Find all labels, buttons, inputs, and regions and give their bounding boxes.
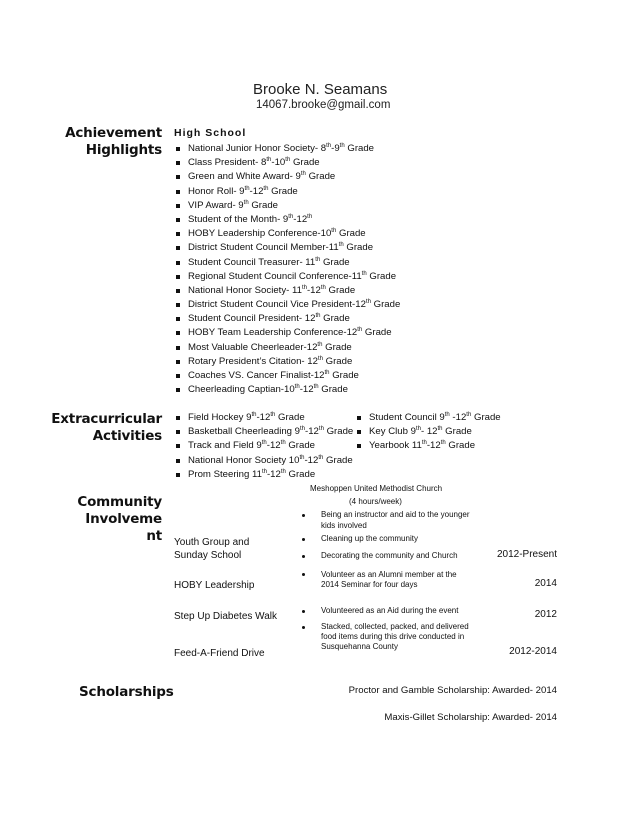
youth-bullet-1: Being an instructor and aid to the younger xyxy=(321,510,470,519)
diabetes-walk-label: Step Up Diabetes Walk xyxy=(174,611,278,622)
bullet-dot-icon xyxy=(302,573,305,576)
extracurricular-left-item: Field Hockey 9th-12th Grade xyxy=(174,411,353,425)
community-section-title: Community Involveme nt xyxy=(77,494,162,544)
scholarship-1: Proctor and Gamble Scholarship: Awarded- 2014 xyxy=(348,685,557,696)
achievement-item: District Student Council Member-11th Grade xyxy=(174,241,400,255)
feed-a-friend-label: Feed-A-Friend Drive xyxy=(174,648,265,659)
feed-date: 2012-2014 xyxy=(509,646,557,657)
high-school-subtitle: High School xyxy=(174,127,247,139)
extracurricular-left-list xyxy=(174,411,353,482)
achievement-item: Green and White Award- 9th Grade xyxy=(174,170,400,184)
achievement-item: Rotary President’s Citation- 12th Grade xyxy=(174,355,400,369)
feed-bullet: Stacked, collected, packed, and delivered food items during this drive conducted in Susquehanna County xyxy=(321,622,469,651)
bullet-dot-icon xyxy=(302,514,305,517)
achievement-item: Cheerleading Captian-10th-12th Grade xyxy=(174,383,400,397)
extracurricular-right-item: Key Club 9th- 12th Grade xyxy=(355,425,501,439)
extracurricular-right-item: Student Council 9th -12th Grade xyxy=(355,411,501,425)
youth-date: 2012-Present xyxy=(496,549,557,560)
achievement-item: Student Council President- 12th Grade xyxy=(174,312,400,326)
achievement-item: Class President- 8th-10th Grade xyxy=(174,156,400,170)
achievement-item: National Honor Society- 11th-12th Grade xyxy=(174,284,400,298)
bullet-dot-icon xyxy=(302,538,305,541)
hoby-label: HOBY Leadership xyxy=(174,580,255,591)
achievement-item: Regional Student Council Conference-11th Grade xyxy=(174,270,400,284)
youth-group-label: Youth Group and Sunday School xyxy=(174,537,250,561)
achievement-item: VIP Award- 9th Grade xyxy=(174,199,400,213)
achievement-list xyxy=(174,142,400,397)
achievement-item: District Student Council Vice President-12th Grade xyxy=(174,298,400,312)
extracurricular-left-item: Basketball Cheerleading 9th-12th Grade xyxy=(174,425,353,439)
achievement-item: HOBY Team Leadership Conference-12th Grade xyxy=(174,326,400,340)
extracurricular-left-item: Track and Field 9th-12th Grade xyxy=(174,439,353,453)
diabetes-date: 2012 xyxy=(534,609,557,620)
achievement-item: Student Council Treasurer- 11th Grade xyxy=(174,256,400,270)
youth-bullet-1-cont: kids involved xyxy=(321,521,367,530)
hoby-date: 2014 xyxy=(534,578,557,589)
scholarships-section-title: Scholarships xyxy=(79,684,174,700)
resume-email: 14067.brooke@gmail.com xyxy=(256,99,391,111)
achievement-section-title: Achievement Highlights xyxy=(65,125,162,158)
resume-name: Brooke N. Seamans xyxy=(253,81,388,98)
scholarship-2: Maxis-Gillet Scholarship: Awarded- 2014 xyxy=(384,712,557,723)
achievement-item: Coaches VS. Cancer Finalist-12th Grade xyxy=(174,369,400,383)
achievement-item: Honor Roll- 9th-12th Grade xyxy=(174,185,400,199)
church-hours: (4 hours/week) xyxy=(349,497,402,506)
diabetes-bullet: Volunteered as an Aid during the event xyxy=(321,606,459,615)
hoby-bullet: Volunteer as an Alumni member at the 2014 Seminar for four days xyxy=(321,570,457,589)
extracurricular-left-item: National Honor Society 10th-12th Grade xyxy=(174,454,353,468)
extracurricular-left-item: Prom Steering 11th-12th Grade xyxy=(174,468,353,482)
achievement-item: National Junior Honor Society- 8th-9th Grade xyxy=(174,142,400,156)
achievement-item: HOBY Leadership Conference-10th Grade xyxy=(174,227,400,241)
bullet-dot-icon xyxy=(302,555,305,558)
youth-bullet-2: Cleaning up the community xyxy=(321,534,418,543)
extracurricular-section-title: Extracurricular Activities xyxy=(51,411,162,444)
church-name: Meshoppen United Methodist Church xyxy=(310,484,443,493)
extracurricular-right-list xyxy=(355,411,501,454)
bullet-dot-icon xyxy=(302,626,305,629)
achievement-item: Student of the Month- 9th-12th xyxy=(174,213,400,227)
bullet-dot-icon xyxy=(302,610,305,613)
youth-bullet-3: Decorating the community and Church xyxy=(321,551,458,560)
extracurricular-right-item: Yearbook 11th-12th Grade xyxy=(355,439,501,453)
achievement-item: Most Valuable Cheerleader-12th Grade xyxy=(174,341,400,355)
